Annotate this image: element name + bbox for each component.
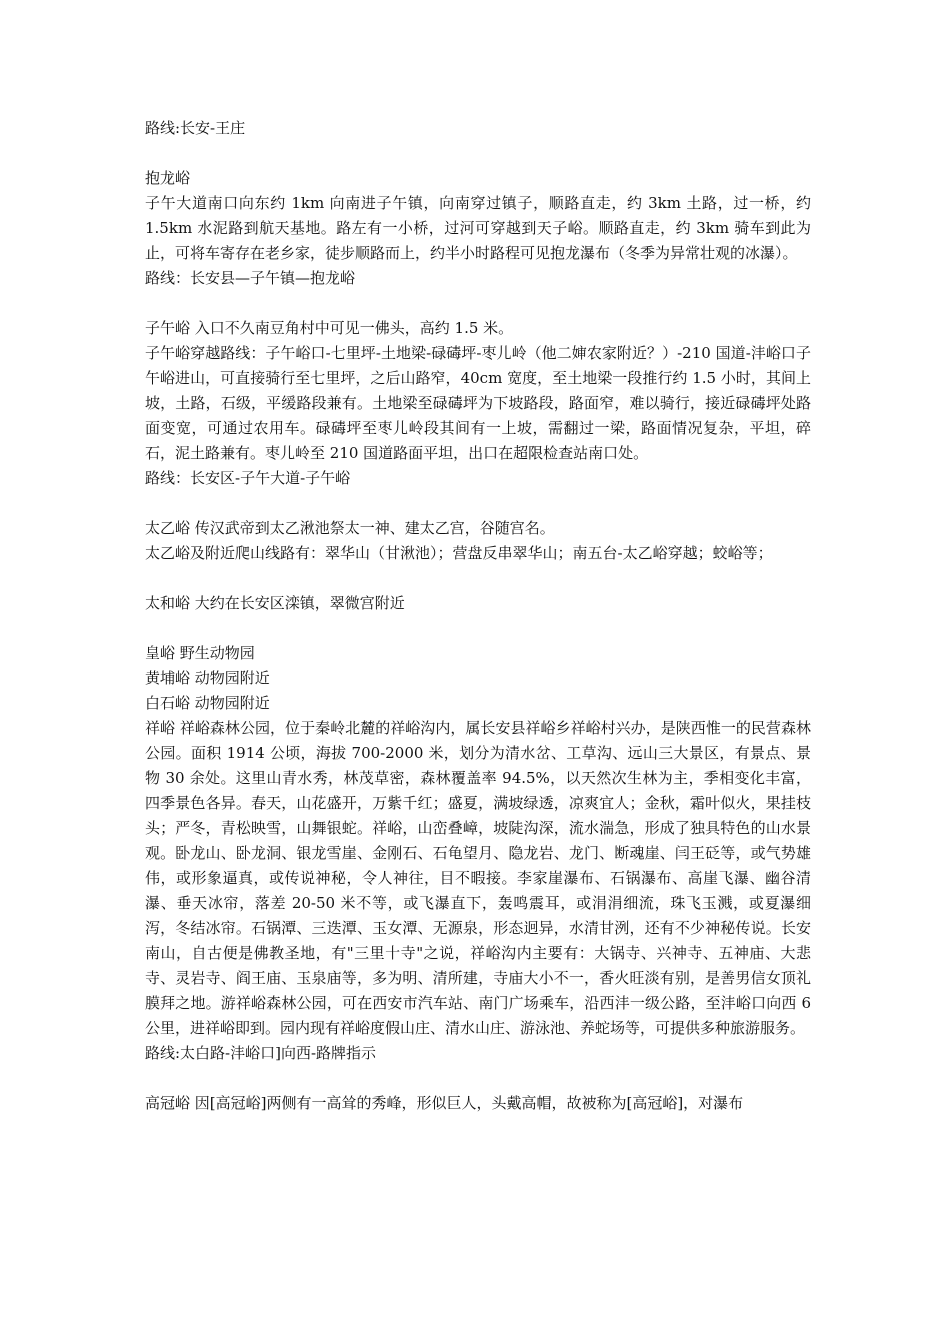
- paragraph-gap: [145, 616, 811, 641]
- section-intro-gaoguan: 高冠峪 因[高冠峪]两侧有一高耸的秀峰，形似巨人，头戴高帽，故被称为[高冠峪]，对瀑布: [145, 1094, 744, 1112]
- paragraph-gap: [145, 491, 811, 516]
- section-line-baishi: 白石峪 动物园附近: [145, 694, 270, 712]
- route-heading: 路线:长安-王庄: [145, 119, 246, 137]
- section-body-xiang: 祥峪 祥峪森林公园，位于秦岭北麓的祥峪沟内，属长安县祥峪乡祥峪村兴办，是陕西惟一的民营森林公园。面积 1914 公顷，海拔 700-2000 米，划分为清水岔、工草沟、远山三大景区，有景点、景物 30 余处。这里山青水秀，林茂草密，森林覆盖率 94.5%，以天然次生林为主，季相变化丰富，四季景色各异。春天，山花盛开，万紫千红；盛夏，满坡绿透，凉爽宜人；金秋，霜叶似火，果挂枝头；严冬，青松映雪，山舞银蛇。祥峪，山峦叠嶂，坡陡沟深，流水湍急，形成了独具特色的山水景观。卧龙山、卧龙洞、银龙雪崖、金刚石、石龟望月、隐龙岩、龙门、断魂崖、闫王砭等，或气势雄伟，或形象逼真，或传说神秘，令人神往，目不暇接。李家崖瀑布、石锅瀑布、高崖飞瀑、幽谷清瀑、垂天冰帘，落差 20-50 米不等，或飞瀑直下，轰鸣震耳，或涓涓细流，珠飞玉溅，或夏瀑细泻，冬结冰帘。石锅潭、三迭潭、玉女潭、无源泉，形态迥异，水清甘洌，还有不少神秘传说。长安南山，自古便是佛教圣地，有"三里十寺"之说，祥峪沟内主要有：大锅寺、兴神寺、五神庙、大悲寺、灵岩寺、阎王庙、玉泉庙等，多为明、清所建，寺庙大小不一，香火旺淡有别，是善男信女顶礼膜拜之地。游祥峪森林公园，可在西安市汽车站、南门广场乘车，沿西沣一级公路，至沣峪口向西 6 公里，进祥峪即到。园内现有祥峪度假山庄、清水山庄、游泳池、养蛇场等，可提供多种旅游服务。: [145, 719, 811, 1037]
- document-page: [145, 116, 811, 1116]
- section-body-taiyi: 太乙峪及附近爬山线路有：翠华山（甘湫池）；营盘反串翠华山；南五台-太乙峪穿越；蛟峪等；: [145, 544, 773, 562]
- section-title-baolong: 抱龙峪: [145, 169, 191, 187]
- paragraph-gap: [145, 566, 811, 591]
- section-line-huangfu: 黄埔峪 动物园附近: [145, 669, 270, 687]
- section-line-huang: 皇峪 野生动物园: [145, 644, 255, 662]
- paragraph-gap: [145, 141, 811, 166]
- section-body-baolong: 子午大道南口向东约 1km 向南进子午镇，向南穿过镇子，顺路直走，约 3km 土路，过一桥，约 1.5km 水泥路到航天基地。路左有一小桥，过河可穿越到天子峪。顺路直走，约 3km 骑车到此为止，可将车寄存在老乡家，徒步顺路而上，约半小时路程可见抱龙瀑布（冬季为异常壮观的冰瀑）。: [145, 194, 811, 262]
- section-body-ziwu: 子午峪穿越路线：子午峪口-七里坪-土地梁-碌碡坪-枣儿岭（他二婶农家附近？）-210 国道-沣峪口子午峪进山，可直接骑行至七里坪，之后山路窄，40cm 宽度，至土地梁一段推行约 1.5 小时，其间上坡，土路，石级，平缓路段兼有。土地梁至碌碡坪为下坡路段，路面窄，难以骑行，接近碌碡坪处路面变宽，可通过农用车。碌碡坪至枣儿岭段其间有一上坡，需翻过一梁，路面情况复杂，平坦，碎石，泥土路兼有。枣儿岭至 210 国道路面平坦，出口在超限检查站南口处。: [145, 344, 811, 462]
- section-intro-taiyi: 太乙峪 传汉武帝到太乙湫池祭太一神、建太乙宫，谷随宫名。: [145, 519, 555, 537]
- section-route-ziwu: 路线：长安区-子午大道-子午峪: [145, 469, 351, 487]
- section-intro-ziwu: 子午峪 入口不久南豆角村中可见一佛头，高约 1.5 米。: [145, 319, 514, 337]
- section-route-xiang: 路线:太白路-沣峪口]向西-路牌指示: [145, 1044, 377, 1062]
- section-route-baolong: 路线：长安县—子午镇—抱龙峪: [145, 269, 356, 287]
- paragraph-gap: [145, 1066, 811, 1091]
- paragraph-gap: [145, 291, 811, 316]
- section-intro-taihe: 太和峪 大约在长安区滦镇，翠微宫附近: [145, 594, 405, 612]
